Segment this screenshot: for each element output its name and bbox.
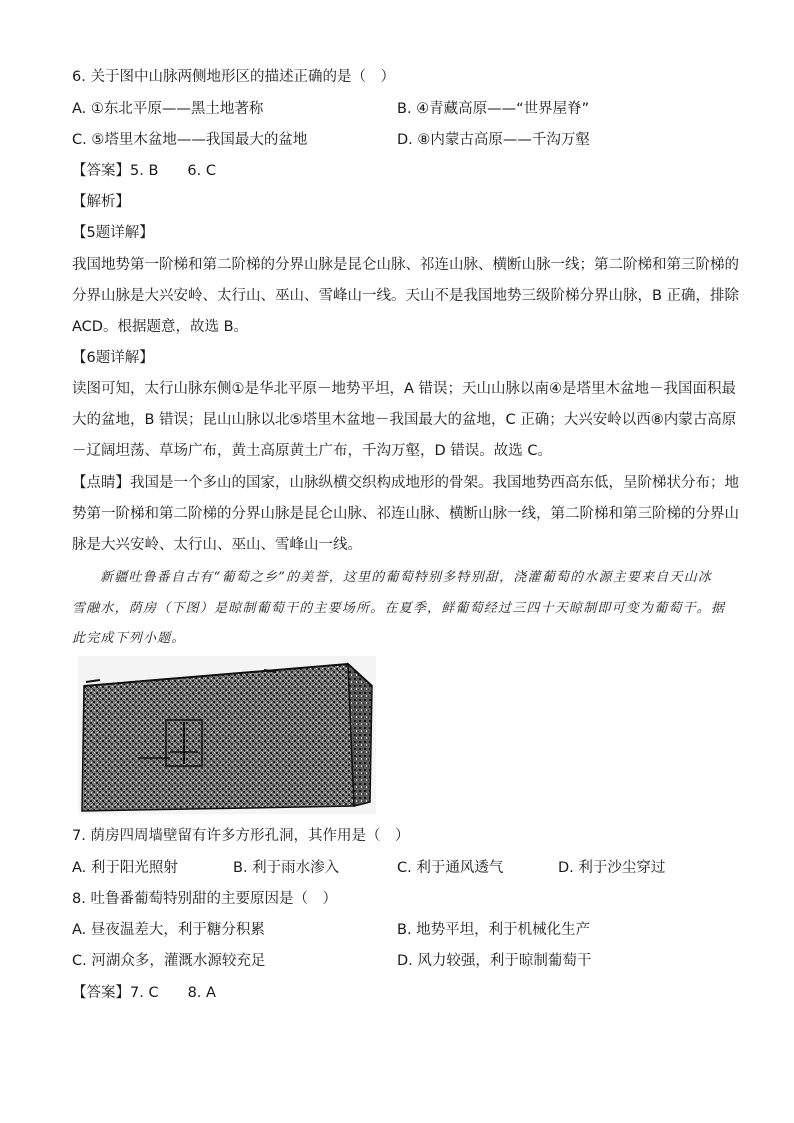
passage-line-2: 雪融水，荫房（下图）是晾制葡萄干的主要场所。在夏季，鲜葡萄经过三四十天晾制即可变为葡萄干。据 <box>72 601 726 616</box>
detail-5-label: 【5题详解】 <box>72 225 154 241</box>
comment-line-3: 脉是大兴安岭、太行山、巫山、雪峰山一线。 <box>72 537 362 553</box>
answer-block-1 <box>72 161 216 181</box>
detail-5-line-1: 我国地势第一阶梯和第二阶梯的分界山脉是昆仑山脉、祁连山脉、横断山脉一线；第二阶梯和第三阶梯的 <box>72 257 739 273</box>
question-7-option-c: C. 利于通风透气 <box>397 860 504 876</box>
question-8-option-c: C. 河湖众多，灌溉水源较充足 <box>72 953 266 969</box>
question-6-option-c: C. ⑤塔里木盆地——我国最大的盆地 <box>72 132 308 148</box>
question-7-option-d: D. 利于沙尘穿过 <box>558 860 666 876</box>
analysis-label: 【解析】 <box>72 194 130 210</box>
question-8-option-d: D. 风力较强，利于晾制葡萄干 <box>397 953 592 969</box>
comment-line-2: 势第一阶梯和第二阶梯的分界山脉是昆仑山脉、祁连山脉、横断山脉一线，第二阶梯和第三阶梯的分界山 <box>72 506 739 522</box>
question-6-option-b: B. ④青藏高原——“世界屋脊” <box>397 101 590 117</box>
comment-label: 【点睛】 <box>72 475 130 491</box>
detail-5-line-2: 分界山脉是大兴安岭、太行山、巫山、雪峰山一线。天山不是我国地势三级阶梯分界山脉，B 正确，排除 <box>72 288 740 304</box>
question-7-stem: 7. 荫房四周墙壁留有许多方形孔洞，其作用是（ ） <box>72 828 410 844</box>
answer-label: 【答案】 <box>72 163 130 179</box>
answer-text-2: 7. C 8. A <box>130 985 216 1001</box>
answer-text: 5. B 6. C <box>130 163 216 179</box>
question-6-option-a: A. ①东北平原——黑土地著称 <box>72 101 264 117</box>
question-6-option-d: D. ⑧内蒙古高原——千沟万壑 <box>397 132 590 148</box>
question-8-option-a: A. 昼夜温差大，利于糖分积累 <box>72 922 265 938</box>
drying-house-photo <box>78 656 376 814</box>
detail-6-line-2: 大的盆地，B 错误；昆山山脉以北⑤塔里木盆地－我国最大的盆地，C 正确；大兴安岭以西⑧内蒙古高原 <box>72 412 737 428</box>
detail-6-line-3: －辽阔坦荡、草场广布，黄土高原黄土广布，千沟万壑，D 错误。故选 C。 <box>72 443 553 459</box>
question-7-option-a: A. 利于阳光照射 <box>72 860 178 876</box>
answer-label-2: 【答案】 <box>72 985 130 1001</box>
detail-5-line-3: ACD。根据题意，故选 B。 <box>72 319 249 335</box>
answer-block-2 <box>72 983 216 1003</box>
detail-6-label: 【6题详解】 <box>72 350 154 366</box>
comment-line-1 <box>72 473 739 493</box>
passage-line-3: 此完成下列小题。 <box>72 631 186 646</box>
question-6-stem: 6. 关于图中山脉两侧地形区的描述正确的是（ ） <box>72 69 395 85</box>
question-8-option-b: B. 地势平坦，利于机械化生产 <box>397 922 591 938</box>
question-7-option-b: B. 利于雨水渗入 <box>233 860 340 876</box>
detail-6-line-1: 读图可知，太行山脉东侧①是华北平原－地势平坦，A 错误；天山山脉以南④是塔里木盆地－我国面积最 <box>72 381 737 397</box>
comment-text-1: 我国是一个多山的国家，山脉纵横交织构成地形的骨架。我国地势西高东低，呈阶梯状分布；地 <box>130 475 739 491</box>
passage-line-1: 新疆吐鲁番自古有“葡萄之乡”的美誉，这里的葡萄特别多特别甜，浇灌葡萄的水源主要来自天山冰 <box>100 570 713 585</box>
question-8-stem: 8. 吐鲁番葡萄特别甜的主要原因是（ ） <box>72 891 337 907</box>
